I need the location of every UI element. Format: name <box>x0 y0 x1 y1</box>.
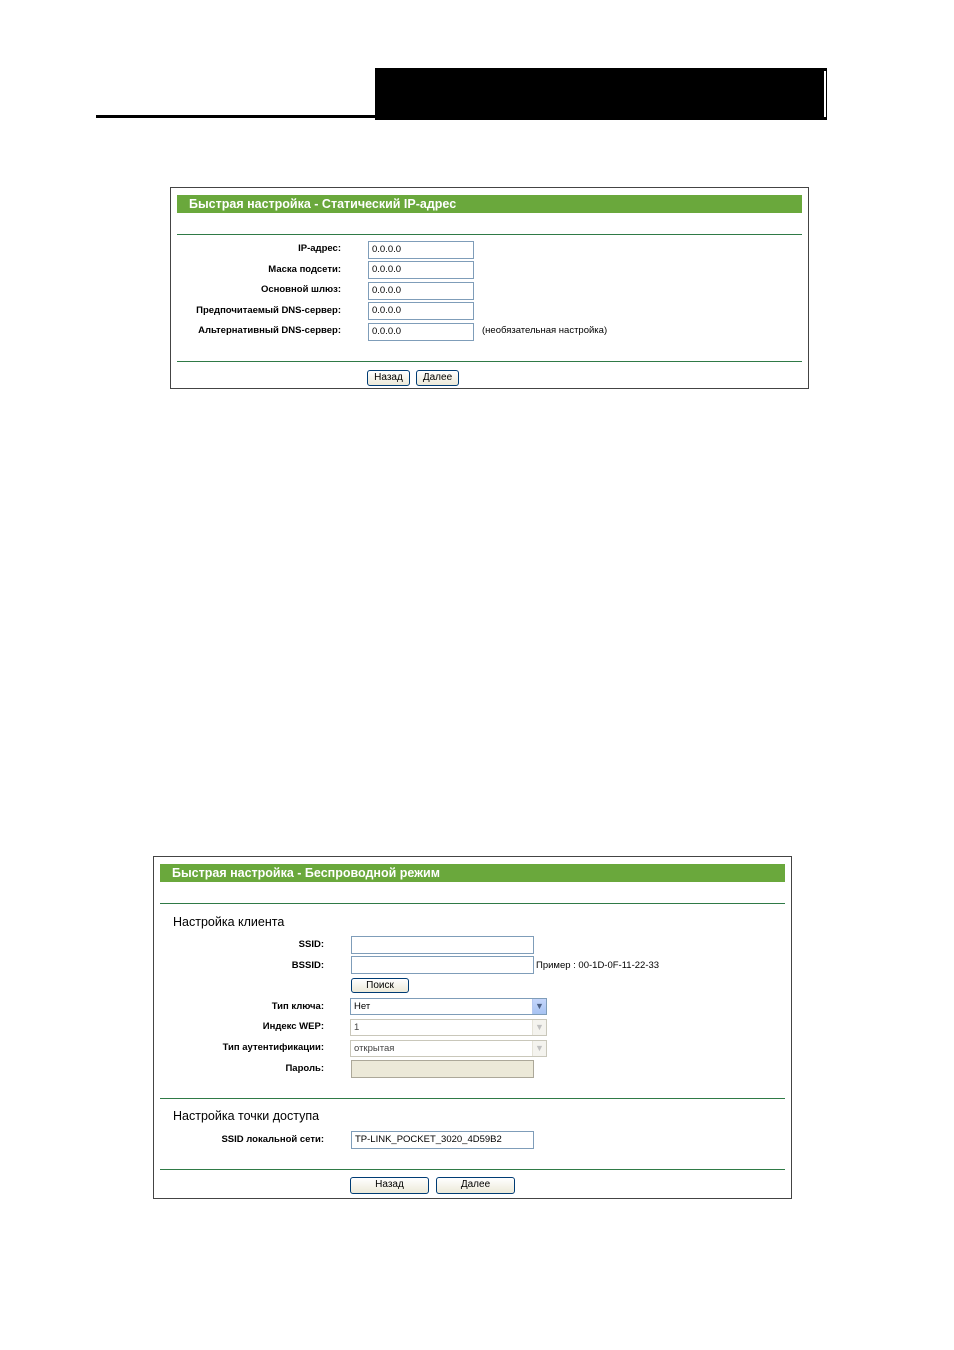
next-button[interactable]: Далее <box>436 1177 515 1194</box>
chevron-down-icon: ▼ <box>532 1041 546 1056</box>
wireless-panel <box>153 856 792 1199</box>
header-rule <box>96 115 376 118</box>
chevron-down-icon: ▼ <box>532 1020 546 1035</box>
password-input[interactable] <box>351 1060 534 1078</box>
primary-dns-input[interactable]: 0.0.0.0 <box>368 302 474 320</box>
auth-type-select[interactable] <box>350 1040 547 1057</box>
ssid-label: SSID: <box>298 939 324 950</box>
ssid-input[interactable] <box>351 936 534 954</box>
static-ip-panel <box>170 187 809 389</box>
bssid-example: Пример : 00-1D-0F-11-22-33 <box>536 960 660 971</box>
wep-index-value: 1 <box>354 1022 360 1033</box>
subnet-mask-label: Маска подсети: <box>268 264 341 275</box>
bssid-input[interactable] <box>351 956 534 974</box>
optional-note: (необязательная настройка) <box>482 325 608 336</box>
wep-index-select[interactable] <box>350 1019 547 1036</box>
bssid-label: BSSID: <box>291 960 324 971</box>
secondary-dns-label: Альтернативный DNS-сервер: <box>198 325 341 336</box>
back-button[interactable]: Назад <box>367 370 410 386</box>
search-button[interactable]: Поиск <box>351 978 409 993</box>
subnet-mask-input[interactable]: 0.0.0.0 <box>368 261 474 279</box>
lan-ssid-input[interactable]: TP-LINK_POCKET_3020_4D59B2 <box>351 1131 534 1149</box>
key-type-value: Нет <box>354 1001 371 1012</box>
header-black-box <box>375 68 827 120</box>
wep-index-label: Индекс WEP: <box>262 1021 324 1032</box>
auth-type-label: Тип аутентификации: <box>222 1042 324 1053</box>
divider <box>177 361 802 362</box>
ip-address-label: IP-адрес: <box>298 243 341 254</box>
back-button[interactable]: Назад <box>350 1177 429 1194</box>
gateway-label: Основной шлюз: <box>260 284 341 295</box>
ip-address-input[interactable]: 0.0.0.0 <box>368 241 474 259</box>
divider <box>160 903 785 904</box>
divider <box>160 1098 785 1099</box>
panel-title: Быстрая настройка - Статический IP-адрес <box>177 195 802 213</box>
password-label: Пароль: <box>285 1063 324 1074</box>
ap-section-heading: Настройка точки доступа <box>173 1109 320 1123</box>
divider <box>177 234 802 235</box>
divider <box>160 1169 785 1170</box>
key-type-select[interactable] <box>350 998 547 1015</box>
secondary-dns-input[interactable]: 0.0.0.0 <box>368 323 474 341</box>
key-type-label: Тип ключа: <box>271 1001 324 1012</box>
lan-ssid-label: SSID локальной сети: <box>221 1134 324 1145</box>
panel-title: Быстрая настройка - Беспроводной режим <box>160 864 785 882</box>
chevron-down-icon[interactable]: ▼ <box>532 999 546 1014</box>
client-section-heading: Настройка клиента <box>173 915 285 929</box>
gateway-input[interactable]: 0.0.0.0 <box>368 282 474 300</box>
auth-type-value: открытая <box>354 1043 395 1054</box>
next-button[interactable]: Далее <box>416 370 459 386</box>
primary-dns-label: Предпочитаемый DNS-сервер: <box>196 305 341 316</box>
